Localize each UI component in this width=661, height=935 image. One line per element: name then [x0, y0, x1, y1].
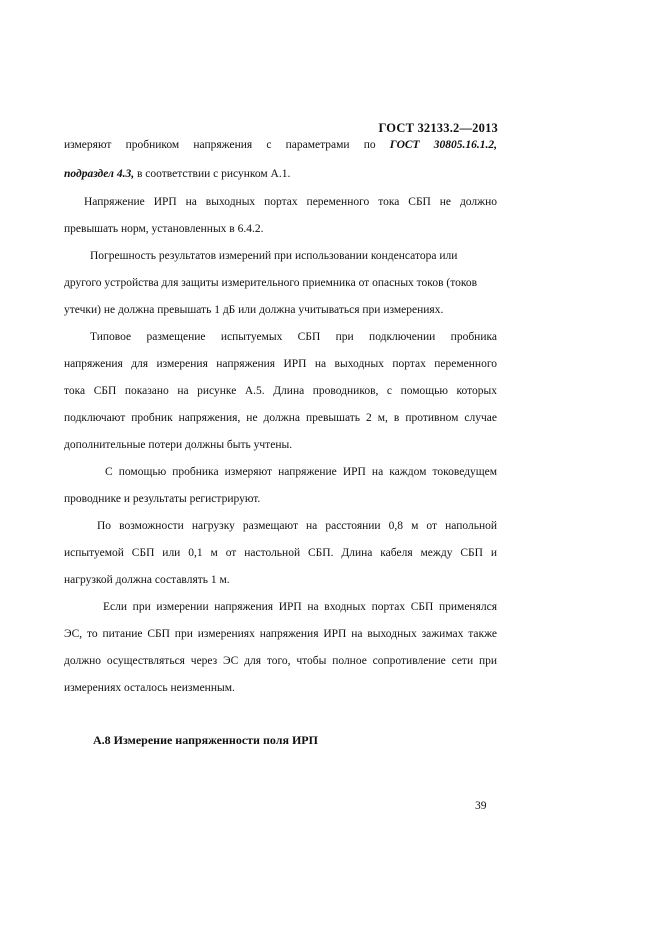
text-line: измерениях осталось неизменным.: [64, 682, 235, 694]
text-line: проводнике и результаты регистрируют.: [64, 493, 261, 505]
text-line: испытуемой СБП или 0,1 м от настольной СБП. Длина кабеля между СБП и: [64, 547, 497, 559]
text-line: другого устройства для защиты измерительного приемника от опасных токов (токов: [64, 277, 478, 289]
text-line: нагрузкой должна составлять 1 м.: [64, 574, 230, 586]
text-line: подключают пробник напряжения, не должна превышать 2 м, в противном случае: [64, 412, 497, 424]
paragraph-first-line: С помощью пробника измеряют напряжение ИРП на каждом токоведущем: [105, 466, 497, 478]
text-line: ЭС, то питание СБП при измерениях напряжения ИРП на выходных зажимах также: [64, 628, 497, 640]
paragraph-first-line: По возможности нагрузку размещают на расстоянии 0,8 м от напольной: [97, 520, 497, 532]
paragraph-first-line: Напряжение ИРП на выходных портах переменного тока СБП не должно: [84, 196, 497, 208]
subsection-reference: подраздел 4.3,: [64, 168, 135, 180]
paragraph-first-line: Типовое размещение испытуемых СБП при подключении пробника: [90, 331, 497, 343]
section-heading: А.8 Измерение напряженности поля ИРП: [93, 733, 318, 747]
text-line: должно осуществляться через ЭС для того, чтобы полное сопротивление сети при: [64, 655, 497, 667]
text-line: [64, 166, 497, 182]
text-line: дополнительные потери должны быть учтены.: [64, 439, 293, 451]
page-number: 39: [475, 800, 487, 812]
text-fragment: в соответствии с рисунком А.1.: [134, 168, 291, 180]
text-line: тока СБП показано на рисунке А.5. Длина проводников, с помощью которых: [64, 385, 497, 397]
text-line: напряжения для измерения напряжения ИРП на выходных портах переменного: [64, 358, 497, 370]
standard-designation: ГОСТ 32133.2—2013: [378, 121, 498, 135]
standard-reference: ГОСТ 30805.16.1.2,: [389, 139, 497, 151]
text-line: превышать норм, установленных в 6.4.2.: [64, 223, 264, 235]
paragraph-first-line: Погрешность результатов измерений при использовании конденсатора или: [90, 250, 458, 262]
text-line: [64, 137, 497, 153]
text-line: утечки) не должна превышать 1 дБ или должна учитываться при измерениях.: [64, 304, 444, 316]
paragraph-first-line: Если при измерении напряжения ИРП на входных портах СБП применялся: [103, 601, 497, 613]
text-fragment: измеряют пробником напряжения с параметрами по: [64, 139, 390, 151]
